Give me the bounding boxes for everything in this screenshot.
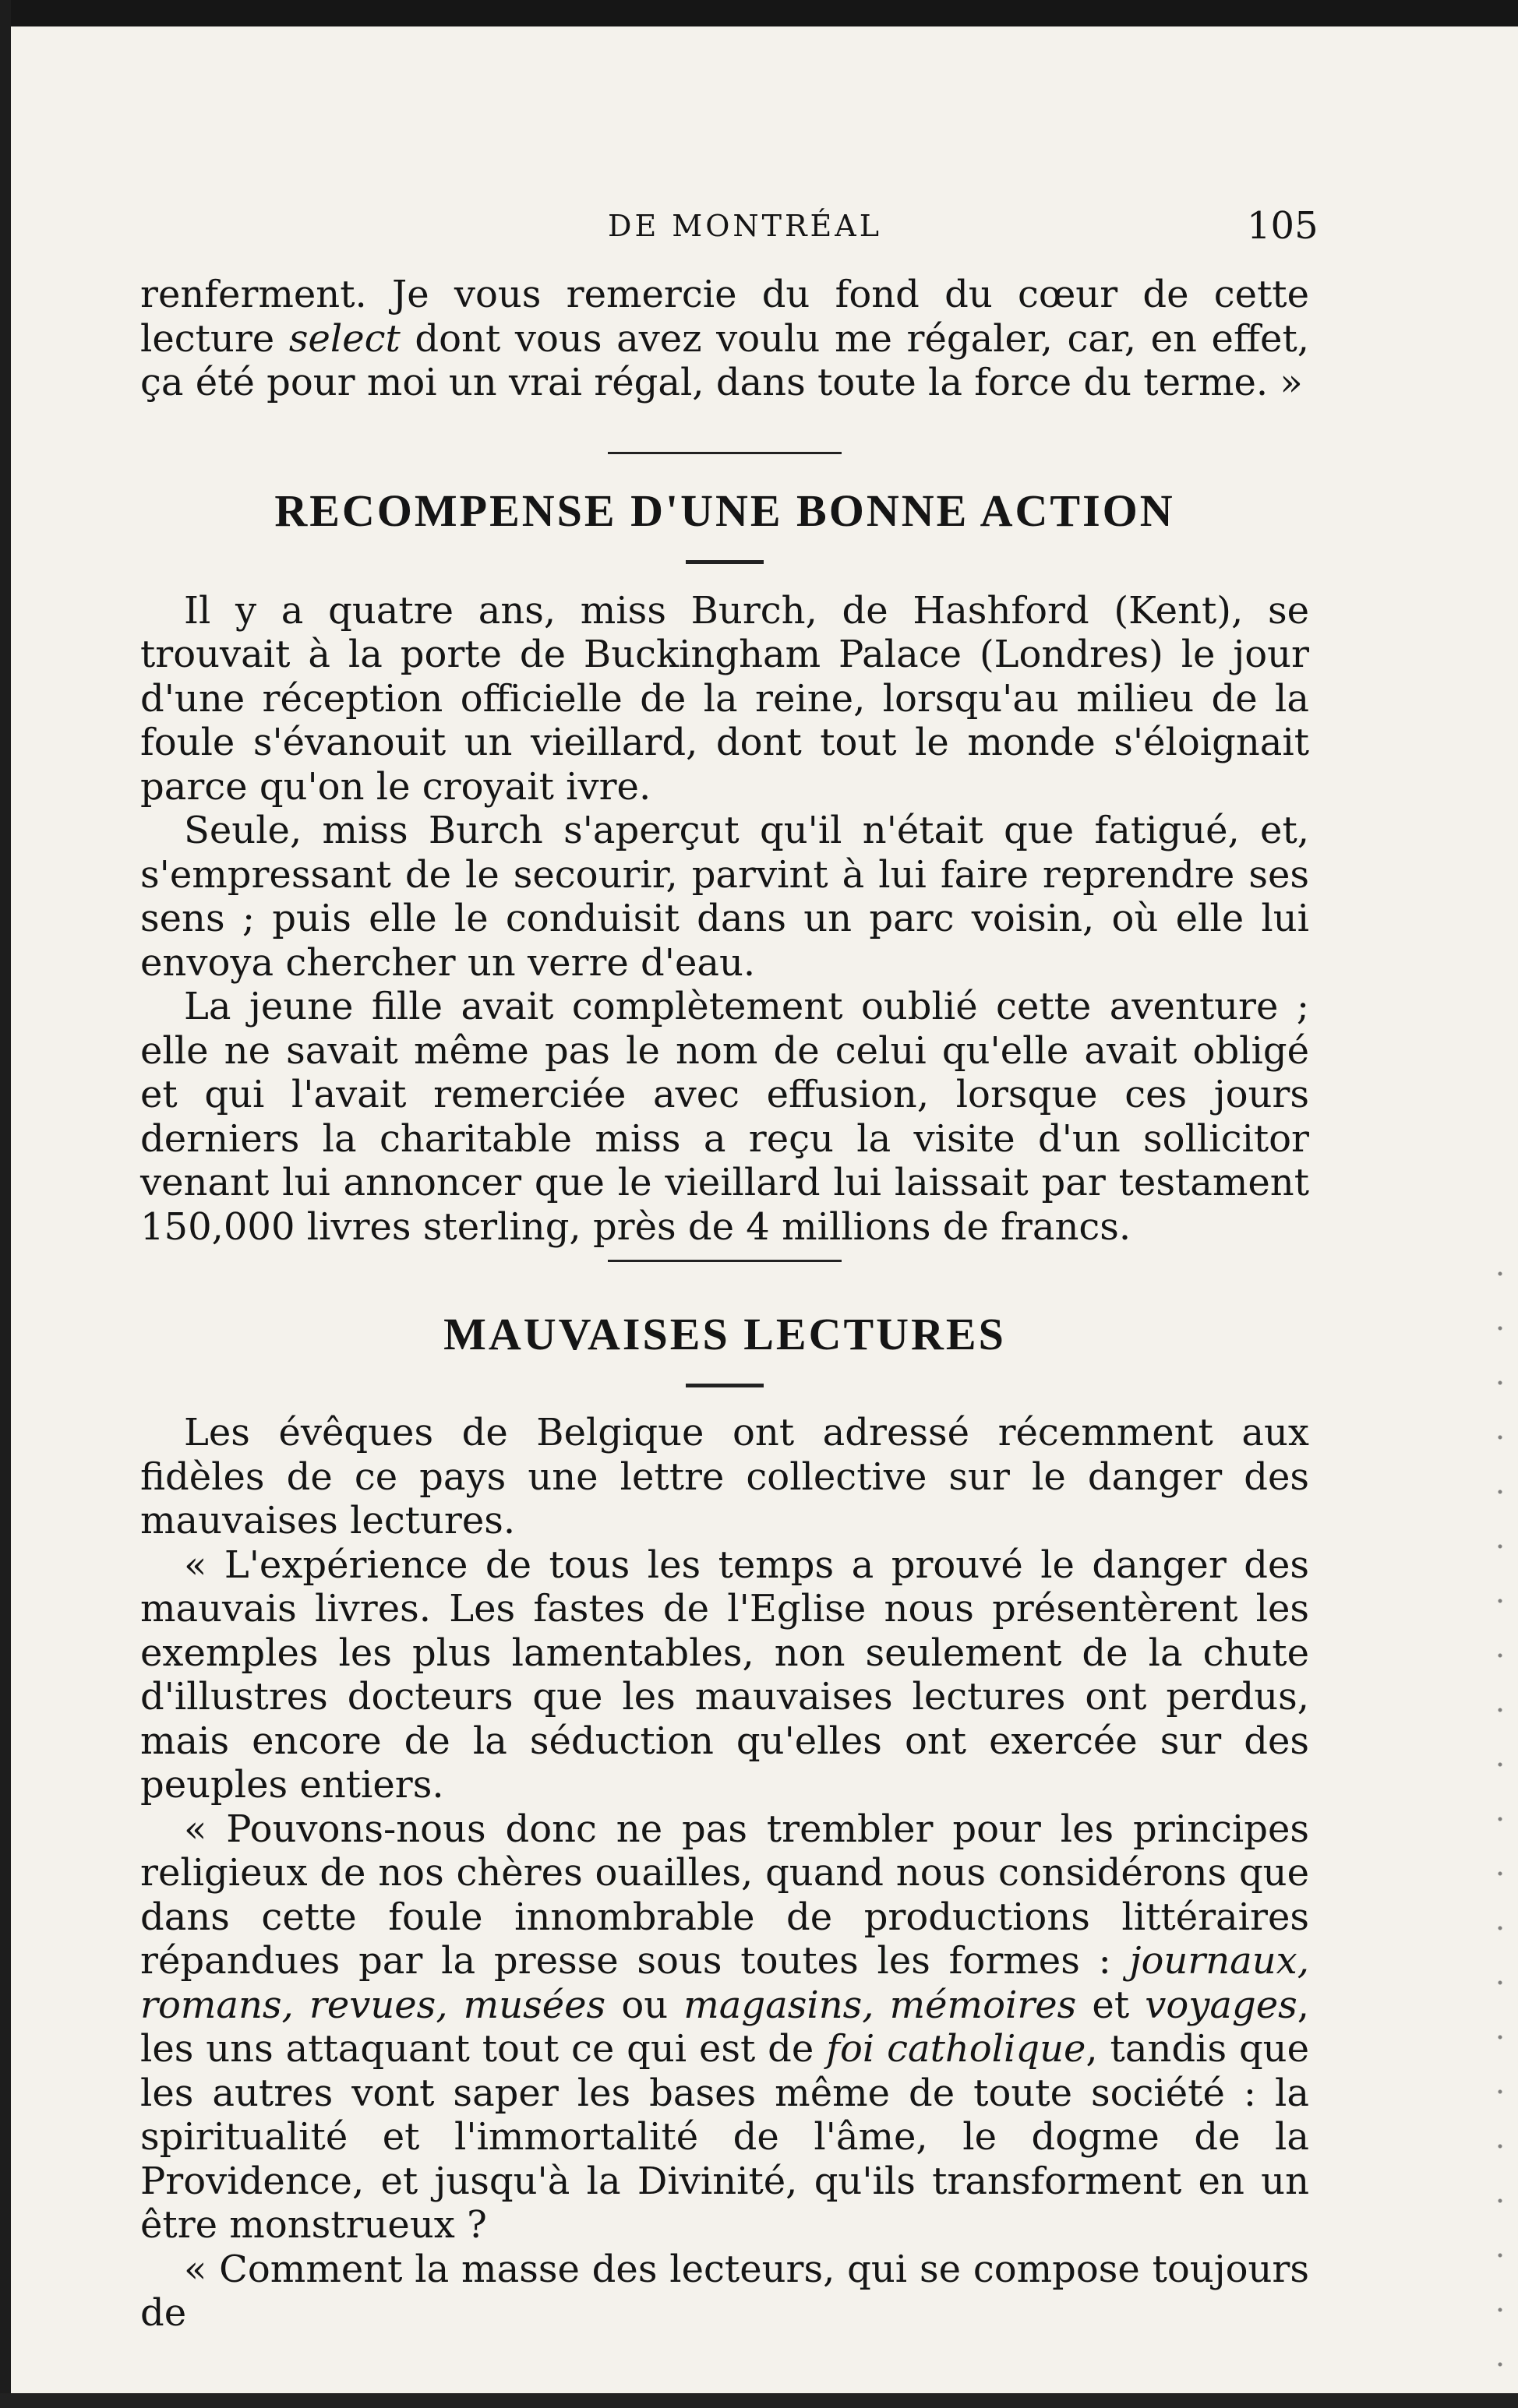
section1-paragraph-2: Seule, miss Burch s'aperçut qu'il n'était que fatigué, et, s'empressant de le secourir, parvint à lui faire reprendre ses sens ; puis elle le conduisit dans un parc voisin, où elle lui envoya chercher un verre d'eau. <box>140 809 1309 985</box>
top-border-rule <box>0 0 1518 26</box>
section-title-recompense: RECOMPENSE D'UNE BONNE ACTION <box>274 485 1175 536</box>
quote-paragraph-1: « L'expérience de tous les temps a prouvé le danger des mauvais livres. Les fastes de l'Eglise nous présentèrent les exemples les plus lamentables, non seulement de la chute d'illustres docteurs que les mauvaises lectures ont perdus, mais encore de la séduction qu'elles ont exercée sur des peuples entiers. <box>140 1542 1309 1807</box>
quote-paragraph-2: « Pouvons-nous donc ne pas trembler pour les principes religieux de nos chères ouailles, quand nous considérons que dans cette foule innombrable de productions littéraires répandues par la presse sous toutes les formes : journaux, romans, revues, musées ou magasins, mémoires et voyages, les uns attaquant tout ce qui est de foi catholique, tandis que les autres vont saper les bases même de toute société : la spiritualité et l'immortalité de l'âme, le dogme de la Providence, et jusqu'à la Divinité, qu'ils transforment en un être monstrueux ? <box>140 1807 1310 2247</box>
left-border-rule <box>0 0 11 2408</box>
section2-intro: Les évêques de Belgique ont adressé récemment aux fidèles de ce pays une lettre collective sur le danger des mauvaises lectures. <box>140 1411 1309 1542</box>
page-number: 105 <box>1247 204 1319 248</box>
running-head: DE MONTRÉAL <box>608 209 882 243</box>
section1-paragraph-1: Il y a quatre ans, miss Burch, de Hashford (Kent), se trouvait à la porte de Buckingham Palace (Londres) le jour d'une réception officielle de la reine, lorsqu'au milieu de la foule s'évanouit un vieillard, dont tout le monde s'éloignait parce qu'on le croyait ivre. <box>140 588 1309 809</box>
section1-paragraph-3: La jeune fille avait complètement oublié cette aventure ; elle ne savait même pas le nom de celui qu'elle avait obligé et qui l'avait remerciée avec effusion, lorsque ces jours derniers la charitable miss a reçu la visite d'un sollicitor venant lui annoncer que le vieillard lui laissait par testament 150,000 livres sterling, près de 4 millions de francs. <box>140 985 1309 1249</box>
page-header <box>0 204 1518 251</box>
catchline-last-line: « Comment la masse des lecteurs, qui se compose toujours de <box>140 2247 1309 2335</box>
section-title-mauvaises-lectures: MAUVAISES LECTURES <box>443 1309 1006 1359</box>
page-body <box>140 273 1309 2336</box>
bottom-border-rule <box>0 2393 1518 2408</box>
edge-specks <box>1488 1246 1512 2384</box>
opening-paragraph: renferment. Je vous remercie du fond du cœur de cette lecture select dont vous avez voulu me régaler, car, en effet, ça été pour moi un vrai régal, dans toute la force du terme. » <box>140 273 1309 404</box>
